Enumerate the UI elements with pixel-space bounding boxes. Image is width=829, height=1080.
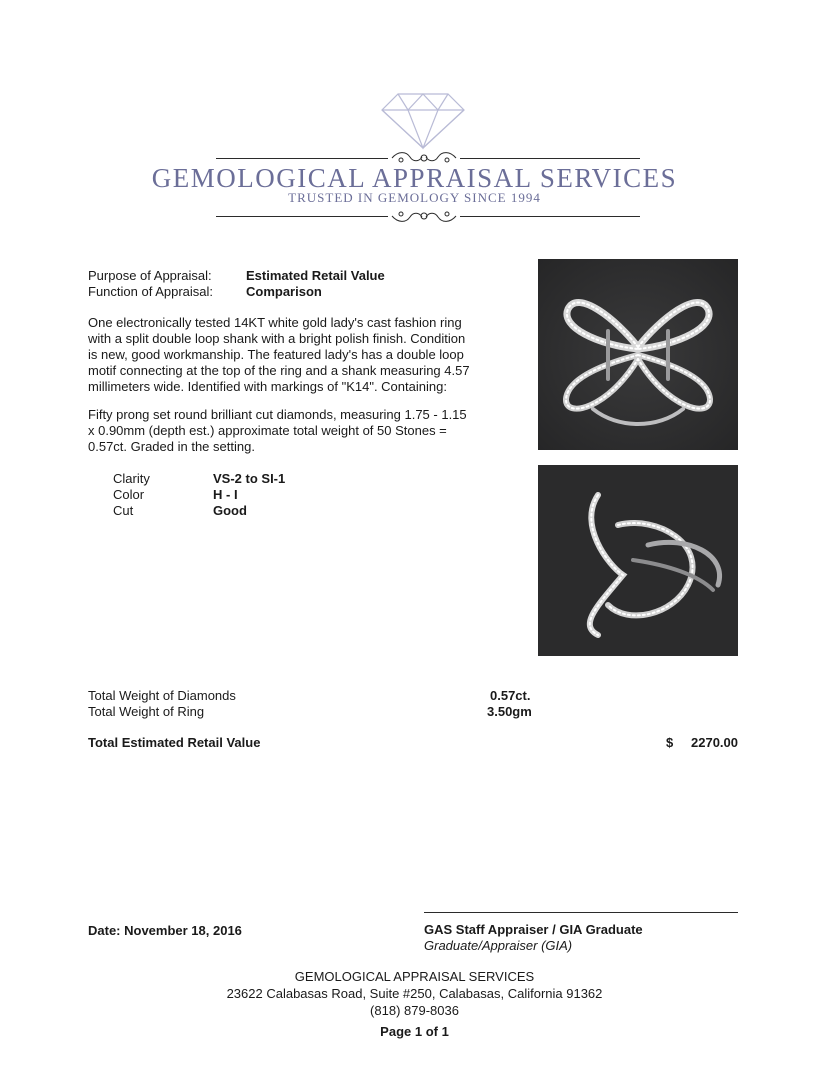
function-label: Function of Appraisal:	[88, 284, 214, 299]
diamond-outline-icon	[380, 92, 466, 150]
signature-line	[424, 912, 738, 913]
description-line: with a split double loop shank with a bright polish finish. Condition	[88, 331, 466, 346]
header-bottom-rule-left	[216, 216, 388, 217]
footer-address: 23622 Calabasas Road, Suite #250, Calabasas, California 91362	[226, 986, 603, 1001]
header-top-rule-left	[216, 158, 388, 159]
stone-line: Fifty prong set round brilliant cut diamonds, measuring 1.75 - 1.15	[88, 407, 467, 422]
grading-label-cut: Cut	[113, 503, 134, 518]
company-title: GEMOLOGICAL APPRAISAL SERVICES	[151, 163, 678, 193]
description-line: is new, good workmanship. The featured lady's has a double loop	[88, 347, 464, 362]
grading-label-clarity: Clarity	[113, 471, 150, 486]
flourish-ornament-icon	[388, 207, 460, 225]
company-tagline: TRUSTED IN GEMOLOGY SINCE 1994	[288, 190, 541, 205]
footer-phone: (818) 879-8036	[370, 1003, 459, 1018]
stone-line: 0.57ct. Graded in the setting.	[88, 439, 255, 454]
ring-angled-view-photo	[538, 465, 738, 656]
description-line: millimeters wide. Identified with markings of "K14". Containing:	[88, 379, 447, 394]
purpose-label: Purpose of Appraisal:	[88, 268, 212, 283]
item-description	[88, 315, 498, 395]
function-value: Comparison	[246, 284, 322, 299]
ring-top-view-photo	[538, 259, 738, 450]
header-top-rule-right	[460, 158, 640, 159]
purpose-value: Estimated Retail Value	[246, 268, 385, 283]
header-bottom-rule-right	[460, 216, 640, 217]
grading-value-clarity: VS-2 to SI-1	[213, 471, 286, 486]
stone-line: x 0.90mm (depth est.) approximate total weight of 50 Stones =	[88, 423, 447, 438]
appraiser-name: GAS Staff Appraiser / GIA Graduate	[424, 922, 643, 937]
currency-symbol: $	[666, 735, 674, 750]
total-diamonds-value: 0.57ct.	[490, 688, 531, 703]
appraisal-date: Date: November 18, 2016	[88, 923, 242, 938]
grading-value-color: H - I	[213, 487, 238, 502]
total-ring-label: Total Weight of Ring	[88, 704, 205, 719]
total-retail-value: 2270.00	[691, 735, 738, 750]
description-line: One electronically tested 14KT white gold lady's cast fashion ring	[88, 315, 462, 330]
footer-company: GEMOLOGICAL APPRAISAL SERVICES	[294, 969, 535, 984]
grading-label-color: Color	[113, 487, 145, 502]
ring-angled-view-drawing	[538, 465, 738, 656]
stone-description	[88, 407, 498, 455]
page-number: Page 1 of 1	[380, 1024, 449, 1039]
grading-value-cut: Good	[213, 503, 247, 518]
ring-top-view-drawing	[538, 259, 738, 450]
total-diamonds-label: Total Weight of Diamonds	[88, 688, 236, 703]
appraiser-credential: Graduate/Appraiser (GIA)	[424, 938, 573, 953]
total-ring-value: 3.50gm	[487, 704, 532, 719]
description-line: motif connecting at the top of the ring and a shank measuring 4.57	[88, 363, 470, 378]
total-retail-label: Total Estimated Retail Value	[88, 735, 261, 750]
